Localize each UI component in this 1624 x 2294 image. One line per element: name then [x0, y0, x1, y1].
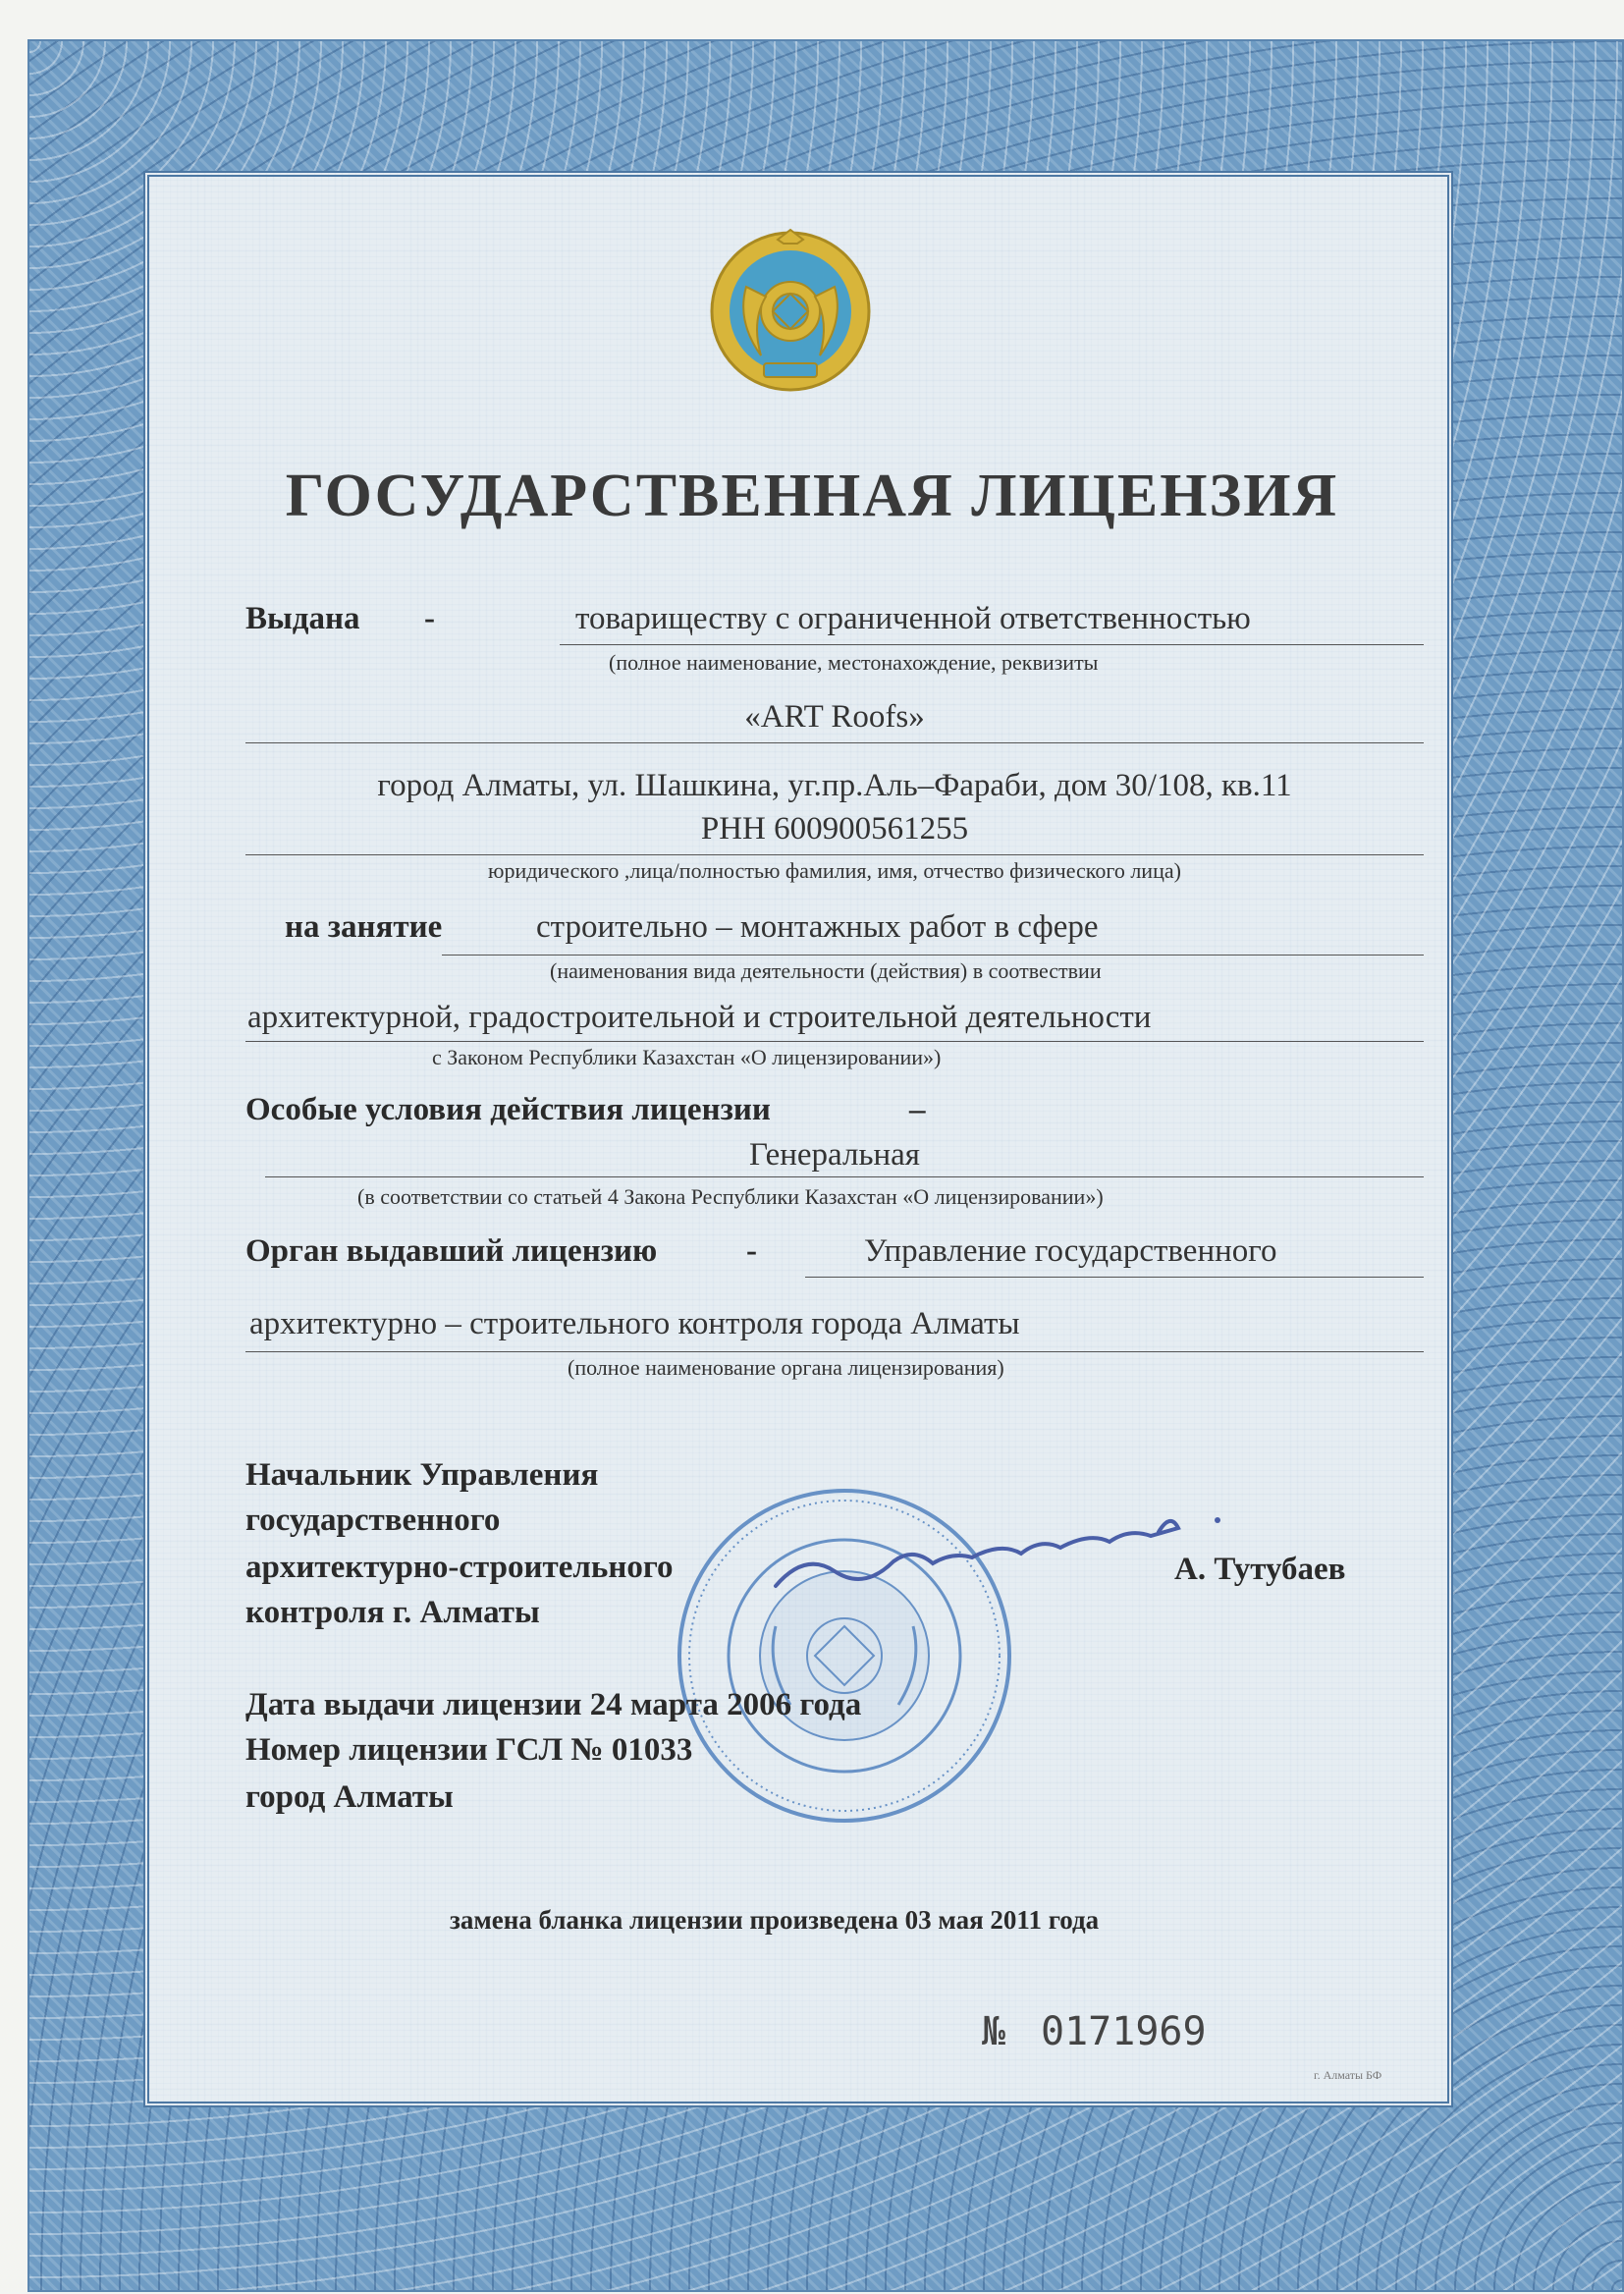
signatory-position-line-2: государственного: [245, 1502, 501, 1538]
state-emblem-icon: [707, 228, 874, 395]
signatory-position-line-4: контроля г. Алматы: [245, 1595, 540, 1630]
issue-date: Дата выдачи лицензии 24 марта 2006 года: [245, 1687, 862, 1722]
underline: [245, 1351, 1424, 1352]
activity-hint-1: (наименования вида деятельности (действия) в соотвествии: [550, 958, 1102, 983]
issuer-hint: (полное наименование органа лицензирования): [568, 1355, 1004, 1380]
conditions-hint: (в соответствии со статьей 4 Закона Республики Казахстан «О лицензировании»): [357, 1184, 1104, 1209]
issuer-line-1: Управление государственного: [864, 1233, 1277, 1269]
signatory-position-line-1: Начальник Управления: [245, 1457, 599, 1493]
activity-line-1: строительно – монтажных работ в сфере: [536, 909, 1099, 945]
issued-hint-1: (полное наименование, местонахождение, реквизиты: [609, 650, 1099, 675]
conditions-value: Генеральная: [749, 1137, 920, 1173]
printer-mark: г. Алматы БФ: [1314, 2068, 1382, 2082]
license-number: Номер лицензии ГСЛ № 01033: [245, 1732, 693, 1768]
issued-line-1: товариществу с ограниченной ответственностью: [575, 601, 1251, 636]
blank-number-prefix: №: [982, 2009, 1006, 2054]
issuer-line-2: архитектурно – строительного контроля города Алматы: [249, 1306, 1020, 1341]
underline: [442, 955, 1424, 956]
issued-hint-2: юридического ,лица/полностью фамилия, имя, отчество физического лица): [488, 858, 1181, 883]
signature-icon: [766, 1493, 1237, 1611]
underline: [245, 854, 1424, 855]
activity-hint-2: с Законом Республики Казахстан «О лицензировании»): [432, 1045, 942, 1069]
company-rnn: РНН 600900561255: [700, 811, 969, 847]
underline: [560, 644, 1424, 645]
document-title: ГОСУДАРСТВЕННАЯ ЛИЦЕНЗИЯ: [285, 463, 1339, 529]
issue-city: город Алматы: [245, 1779, 454, 1815]
replacement-note: замена бланка лицензии произведена 03 мая 2011 года: [450, 1905, 1100, 1935]
company-name: «ART Roofs»: [744, 699, 925, 735]
underline: [265, 1176, 1424, 1177]
activity-label: на занятие: [285, 909, 443, 945]
conditions-dash: –: [909, 1092, 926, 1127]
underline: [245, 742, 1424, 743]
issued-dash: -: [424, 601, 435, 636]
issued-label: Выдана: [245, 601, 360, 636]
issuer-dash: -: [746, 1233, 757, 1269]
issuer-label: Орган выдавший лицензию: [245, 1233, 658, 1269]
underline: [245, 1041, 1424, 1042]
blank-number: 0171969: [1041, 2009, 1207, 2054]
signatory-name: А. Тутубаев: [1174, 1552, 1346, 1587]
activity-line-2: архитектурной, градостроительной и строительной деятельности: [247, 1000, 1152, 1035]
signatory-position-line-3: архитектурно-строительного: [245, 1550, 674, 1585]
conditions-label: Особые условия действия лицензии: [245, 1092, 771, 1127]
underline: [805, 1277, 1424, 1278]
company-address: город Алматы, ул. Шашкина, уг.пр.Аль–Фараби, дом 30/108, кв.11: [377, 768, 1292, 803]
